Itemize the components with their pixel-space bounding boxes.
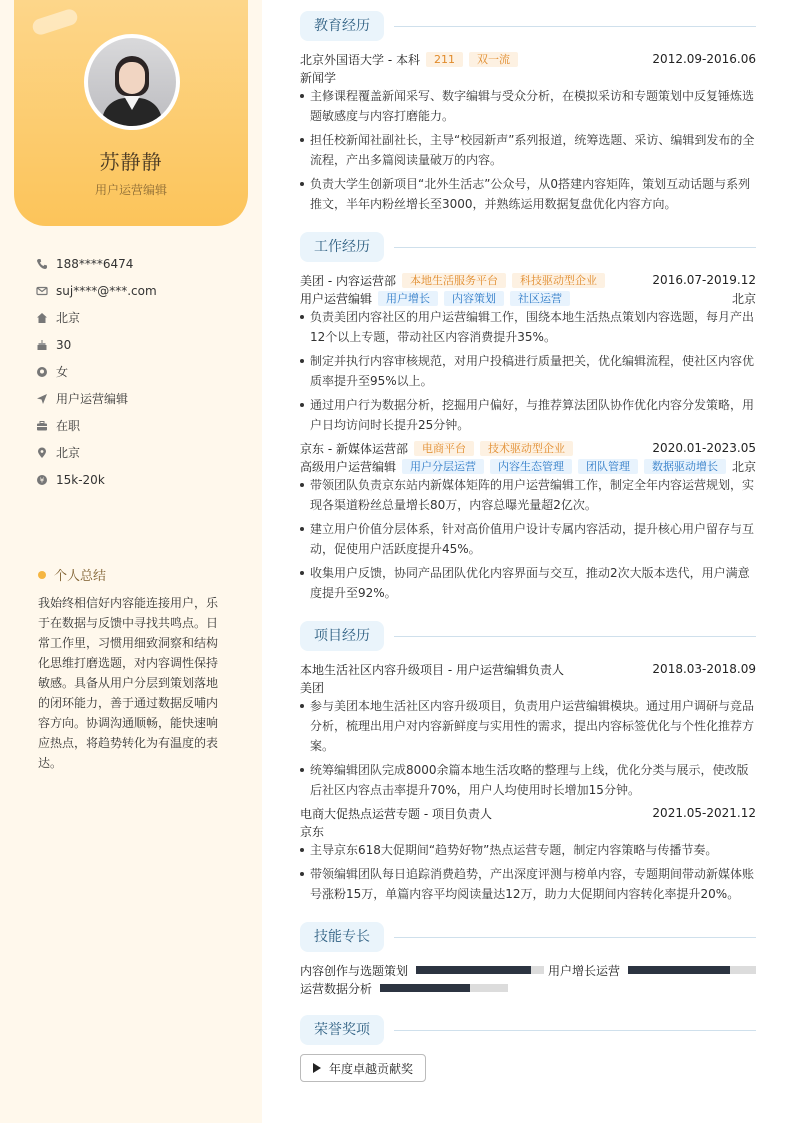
skill-tag: 内容策划 [444, 291, 504, 306]
job-header [300, 439, 756, 457]
project-bullet: 主导京东618大促期间“趋势好物”热点运营专题，制定内容策略与传播节奏。 [300, 840, 756, 860]
skill-tag: 社区运营 [510, 291, 570, 306]
education-tag: 双一流 [469, 52, 518, 67]
project-bullet: 统筹编辑团队完成8000余篇本地生活攻略的整理与上线，优化分类与展示，使改版后社区内容点击率提升70%，用户人均使用时长增加15分钟。 [300, 760, 756, 800]
job-city: 北京 [731, 459, 756, 474]
summary-text: 我始终相信好内容能连接用户，乐于在数据与反馈中寻找共鸣点。日常工作里，习惯用细致洞察和结构化思维打磨选题，对内容调性保持敏感。具备从用户分层到策划落地的闭环能力，善于通过数据反哺内容方向。协调沟通顺畅，能快速响应热点，将趋势转化为有温度的表达。 [38, 596, 219, 770]
job-position-row [300, 289, 756, 307]
avatar [84, 34, 180, 130]
project-name: 电商大促热点运营专题 - 项目负责人 [300, 806, 492, 821]
divider [394, 247, 756, 248]
project-company: 美团 [300, 680, 325, 695]
section-awards [300, 1015, 756, 1045]
education-major-row [300, 68, 756, 86]
project-name: 本地生活社区内容升级项目 - 用户运营编辑负责人 [300, 662, 564, 677]
job-bullet: 带领团队负责京东站内新媒体矩阵的用户运营编辑工作，制定全年内容运营规划，实现各渠道粉丝总量增长80万，内容总曝光量超2亿次。 [300, 475, 756, 515]
skill-item [300, 980, 508, 996]
svg-text:¥: ¥ [39, 476, 45, 484]
profile-role: 用户运营编辑 [94, 183, 167, 197]
contact-age-value: 30 [56, 337, 72, 352]
project-company: 京东 [300, 824, 325, 839]
section-title: 技能专长 [300, 922, 384, 952]
skill-tag: 用户增长 [378, 291, 438, 306]
briefcase-icon [36, 420, 48, 432]
play-triangle-icon [313, 1063, 321, 1073]
skill-name: 用户增长运营 [548, 963, 621, 978]
project-company-row [300, 678, 756, 696]
job-company: 京东 - 新媒体运营部 [300, 441, 408, 456]
location-icon [36, 447, 48, 459]
skill-tag: 团队管理 [578, 459, 638, 474]
contact-age [36, 331, 157, 358]
section-title: 荣誉奖项 [300, 1015, 384, 1045]
mail-icon [36, 285, 48, 297]
contact-residence-value: 北京 [56, 311, 81, 325]
education-tag: 211 [426, 52, 463, 67]
home-icon [36, 312, 48, 324]
bullet-dot-icon [38, 571, 46, 579]
job-position-row [300, 457, 756, 475]
skill-tag: 用户分层运营 [402, 459, 484, 474]
job-city: 北京 [731, 291, 756, 306]
contact-residence [36, 304, 157, 331]
cake-icon [36, 339, 48, 351]
job-header [300, 271, 756, 289]
project-bullet: 参与美团本地生活社区内容升级项目，负责用户运营编辑模块。通过用户调研与竞品分析，梳理出用户对内容新鲜度与实用性的需求，提出内容标签优化与个性化推荐方案。 [300, 696, 756, 756]
skill-level-bar [380, 984, 508, 992]
contact-list [36, 250, 157, 493]
contact-email-value: suj****@***.com [56, 283, 157, 298]
skill-level-bar [628, 966, 756, 974]
job-bullet: 收集用户反馈，协同产品团队优化内容界面与交互，推动2次大版本迭代，用户满意度提升至92%。 [300, 563, 756, 603]
project-period: 2018.03-2018.09 [652, 662, 756, 676]
education-school: 北京外国语大学 - 本科 [300, 52, 420, 67]
education-bullet: 负责大学生创新项目“北外生活志”公众号，从0搭建内容矩阵，策划互动话题与系列推文，半年内粉丝增长至3000，并熟练运用数据复盘优化内容方向。 [300, 174, 756, 214]
education-header [300, 50, 756, 68]
company-tag: 电商平台 [414, 441, 474, 456]
section-skills [300, 922, 756, 952]
award-badge [300, 1054, 426, 1082]
company-tag: 科技驱动型企业 [512, 273, 605, 288]
job-position: 用户运营编辑 [300, 291, 373, 306]
job-period: 2016.07-2019.12 [652, 273, 756, 287]
project-header [300, 804, 756, 822]
award-name: 年度卓越贡献奖 [329, 1061, 414, 1076]
job-bullet: 制定并执行内容审核规范，对用户投稿进行质量把关，优化编辑流程，使社区内容优质率提升至95%以上。 [300, 351, 756, 391]
section-education [300, 11, 756, 41]
job-bullet: 负责美团内容社区的用户运营编辑工作，围绕本地生活热点策划内容选题，每月产出12个以上专题，带动社区内容消费提升35%。 [300, 307, 756, 347]
job-period: 2020.01-2023.05 [652, 441, 756, 455]
send-icon [36, 393, 48, 405]
project-company-row [300, 822, 756, 840]
contact-phone-value: 188****6474 [56, 256, 134, 271]
gender-icon [36, 366, 48, 378]
job-company: 美团 - 内容运营部 [300, 273, 396, 288]
phone-icon [36, 258, 48, 270]
company-tag: 本地生活服务平台 [402, 273, 506, 288]
divider [394, 636, 756, 637]
summary-title-text: 个人总结 [54, 569, 107, 584]
contact-salary [36, 466, 157, 493]
education-bullet: 主修课程覆盖新闻采写、数字编辑与受众分析，在模拟采访和专题策划中反复锤炼选题敏感度与内容打磨能力。 [300, 86, 756, 126]
contact-salary-value: 15k-20k [56, 472, 105, 487]
skill-name: 运营数据分析 [300, 981, 373, 996]
avatar-photo [88, 38, 176, 126]
job-bullet: 通过用户行为数据分析，挖掘用户偏好，与推荐算法团队协作优化内容分发策略，用户日均访问时长提升25分钟。 [300, 395, 756, 435]
section-projects [300, 621, 756, 651]
contact-gender-value: 女 [56, 365, 69, 379]
profile-header [14, 0, 248, 226]
salary-icon [36, 474, 48, 486]
divider [394, 1030, 756, 1031]
divider [394, 26, 756, 27]
decoration [31, 7, 80, 36]
education-bullet: 担任校新闻社副社长，主导“校园新声”系列报道，统筹选题、采访、编辑到发布的全流程，产出多篇阅读量破万的内容。 [300, 130, 756, 170]
contact-location-value: 北京 [56, 446, 81, 460]
education-period: 2012.09-2016.06 [652, 52, 756, 66]
education-major: 新闻学 [300, 70, 337, 85]
company-tag: 技术驱动型企业 [480, 441, 573, 456]
skill-item [548, 962, 756, 978]
skill-item [300, 962, 544, 978]
contact-target-role [36, 385, 157, 412]
project-bullet: 带领编辑团队每日追踪消费趋势，产出深度评测与榜单内容，专题期间带动新媒体账号涨粉15万，单篇内容平均阅读量达12万，助力大促期间内容转化率提升20%。 [300, 864, 756, 904]
job-position: 高级用户运营编辑 [300, 459, 397, 474]
section-title: 教育经历 [300, 11, 384, 41]
contact-gender [36, 358, 157, 385]
project-period: 2021.05-2021.12 [652, 806, 756, 820]
section-title: 项目经历 [300, 621, 384, 651]
skill-tag: 数据驱动增长 [644, 459, 726, 474]
job-bullet: 建立用户价值分层体系，针对高价值用户设计专属内容活动，提升核心用户留存与互动，促使用户活跃度提升45%。 [300, 519, 756, 559]
summary-title [38, 565, 106, 584]
profile-name: 苏静静 [99, 150, 163, 174]
skill-level-bar [416, 966, 544, 974]
project-header [300, 660, 756, 678]
contact-email [36, 277, 157, 304]
contact-location [36, 439, 157, 466]
skill-tag: 内容生态管理 [490, 459, 572, 474]
section-title: 工作经历 [300, 232, 384, 262]
section-work [300, 232, 756, 262]
divider [394, 937, 756, 938]
contact-target-role-value: 用户运营编辑 [56, 392, 129, 406]
contact-status-value: 在职 [56, 419, 81, 433]
contact-phone [36, 250, 157, 277]
skill-name: 内容创作与选题策划 [300, 963, 409, 978]
contact-status [36, 412, 157, 439]
sidebar [0, 0, 262, 1123]
